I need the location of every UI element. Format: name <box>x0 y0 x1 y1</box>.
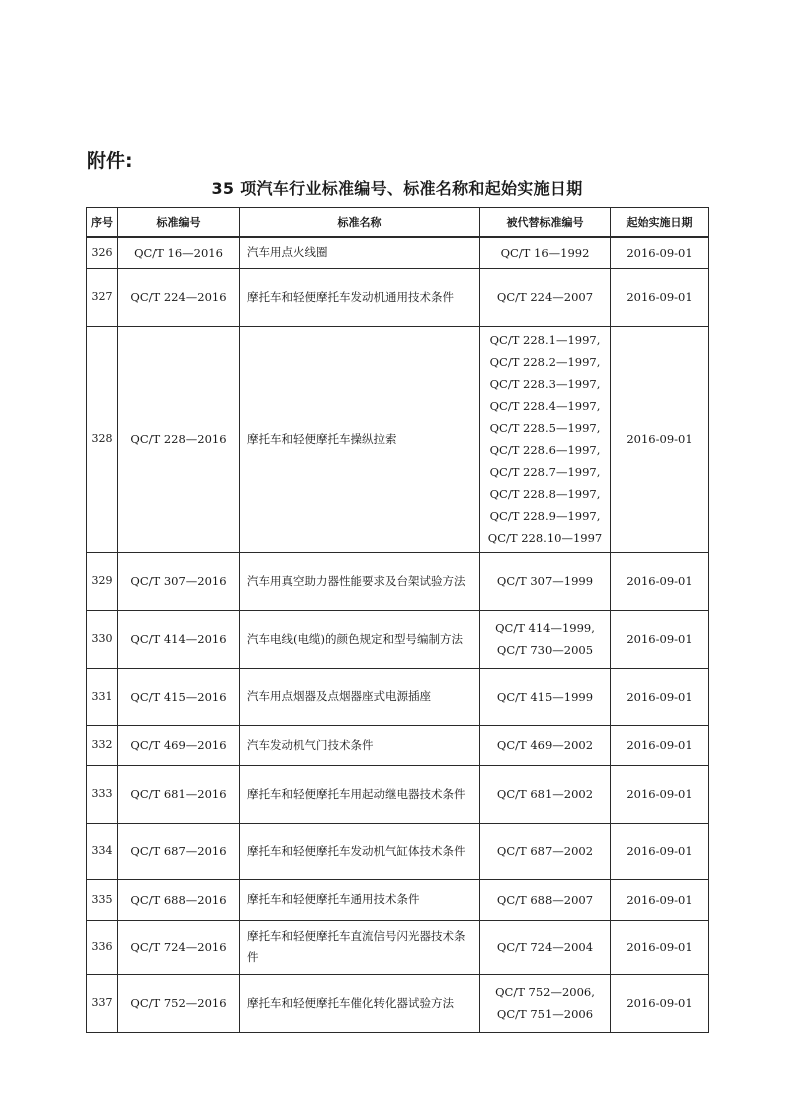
replaced-std-no: QC/T 415—1999 <box>496 689 594 704</box>
replaced-std-no: QC/T 688—2007 <box>496 892 594 907</box>
replaced-std-no: QC/T 16—1992 <box>500 245 590 260</box>
cell-start-date: 2016-09-01 <box>611 326 709 552</box>
cell-std-name: 汽车用真空助力器性能要求及台架试验方法 <box>240 552 480 610</box>
table-row <box>87 668 709 725</box>
cell-start-date: 2016-09-01 <box>611 610 709 668</box>
replaced-std-no: QC/T 228.7—1997, <box>489 465 601 479</box>
cell-replaced <box>480 268 611 326</box>
cell-start-date: 2016-09-01 <box>611 765 709 823</box>
replaced-std-no: QC/T 751—2006 <box>496 1007 594 1021</box>
cell-replaced <box>480 668 611 725</box>
table-row <box>87 552 709 610</box>
cell-start-date: 2016-09-01 <box>611 552 709 610</box>
cell-seq: 328 <box>87 326 118 552</box>
cell-seq: 335 <box>87 879 118 920</box>
cell-replaced <box>480 765 611 823</box>
cell-std-name: 摩托车和轻便摩托车通用技术条件 <box>240 879 480 920</box>
table-row <box>87 765 709 823</box>
cell-std-name: 汽车用点火线圈 <box>240 237 480 268</box>
cell-std-no: QC/T 688—2016 <box>118 879 240 920</box>
cell-replaced <box>480 552 611 610</box>
cell-start-date: 2016-09-01 <box>611 823 709 879</box>
cell-std-no: QC/T 469—2016 <box>118 725 240 765</box>
cell-std-name: 汽车电线(电缆)的颜色规定和型号编制方法 <box>240 610 480 668</box>
cell-std-name: 汽车用点烟器及点烟器座式电源插座 <box>240 668 480 725</box>
cell-std-name: 摩托车和轻便摩托车用起动继电器技术条件 <box>240 765 480 823</box>
header-replaced: 被代替标准编号 <box>480 208 611 238</box>
attachment-label: 附件: <box>87 150 133 172</box>
cell-start-date: 2016-09-01 <box>611 879 709 920</box>
header-start-date: 起始实施日期 <box>611 208 709 238</box>
cell-replaced <box>480 823 611 879</box>
cell-std-name: 摩托车和轻便摩托车操纵拉索 <box>240 326 480 552</box>
cell-replaced <box>480 326 611 552</box>
replaced-std-no: QC/T 228.1—1997, <box>489 333 601 347</box>
replaced-std-no: QC/T 228.5—1997, <box>489 421 601 435</box>
cell-seq: 336 <box>87 920 118 974</box>
replaced-std-no: QC/T 228.9—1997, <box>489 509 601 523</box>
header-std-name: 标准名称 <box>240 208 480 238</box>
cell-seq: 330 <box>87 610 118 668</box>
cell-replaced <box>480 879 611 920</box>
cell-seq: 329 <box>87 552 118 610</box>
replaced-std-no: QC/T 681—2002 <box>496 787 594 801</box>
table-row <box>87 326 709 552</box>
table-row <box>87 974 709 1032</box>
replaced-std-no: QC/T 228.4—1997, <box>489 399 601 413</box>
cell-std-name: 摩托车和轻便摩托车直流信号闪光器技术条件 <box>240 920 480 974</box>
cell-replaced <box>480 237 611 268</box>
cell-seq: 327 <box>87 268 118 326</box>
standards-table <box>86 207 709 1033</box>
replaced-std-no: QC/T 228.3—1997, <box>489 377 601 391</box>
replaced-std-no: QC/T 228.10—1997 <box>487 531 603 545</box>
cell-start-date: 2016-09-01 <box>611 725 709 765</box>
cell-std-name: 摩托车和轻便摩托车发动机气缸体技术条件 <box>240 823 480 879</box>
cell-std-name: 汽车发动机气门技术条件 <box>240 725 480 765</box>
cell-std-name: 摩托车和轻便摩托车发动机通用技术条件 <box>240 268 480 326</box>
cell-replaced <box>480 725 611 765</box>
table-row <box>87 823 709 879</box>
cell-std-no: QC/T 724—2016 <box>118 920 240 974</box>
replaced-std-no: QC/T 228.2—1997, <box>489 355 601 369</box>
table-row <box>87 920 709 974</box>
cell-replaced <box>480 610 611 668</box>
cell-seq: 337 <box>87 974 118 1032</box>
cell-std-no: QC/T 687—2016 <box>118 823 240 879</box>
table-header-row <box>87 208 709 238</box>
document-title: 35 项汽车行业标准编号、标准名称和起始实施日期 <box>211 179 583 198</box>
cell-start-date: 2016-09-01 <box>611 920 709 974</box>
cell-std-no: QC/T 681—2016 <box>118 765 240 823</box>
replaced-std-no: QC/T 469—2002 <box>496 738 594 752</box>
replaced-std-no: QC/T 724—2004 <box>496 940 594 954</box>
replaced-std-no: QC/T 414—1999, <box>495 621 595 635</box>
table-row <box>87 268 709 326</box>
table-row <box>87 725 709 765</box>
cell-std-name: 摩托车和轻便摩托车催化转化器试验方法 <box>240 974 480 1032</box>
replaced-std-no: QC/T 224—2007 <box>496 290 594 304</box>
replaced-std-no: QC/T 228.8—1997, <box>489 487 601 501</box>
cell-replaced <box>480 920 611 974</box>
replaced-std-no: QC/T 307—1999 <box>496 574 594 588</box>
cell-std-no: QC/T 415—2016 <box>118 668 240 725</box>
cell-std-no: QC/T 16—2016 <box>118 237 240 268</box>
cell-start-date: 2016-09-01 <box>611 237 709 268</box>
header-seq: 序号 <box>87 208 118 238</box>
replaced-std-no: QC/T 687—2002 <box>496 844 594 858</box>
cell-seq: 334 <box>87 823 118 879</box>
cell-seq: 333 <box>87 765 118 823</box>
cell-seq: 332 <box>87 725 118 765</box>
cell-std-no: QC/T 307—2016 <box>118 552 240 610</box>
cell-start-date: 2016-09-01 <box>611 974 709 1032</box>
cell-std-no: QC/T 224—2016 <box>118 268 240 326</box>
table-row <box>87 237 709 268</box>
replaced-std-no: QC/T 730—2005 <box>496 643 594 657</box>
cell-std-no: QC/T 752—2016 <box>118 974 240 1032</box>
cell-std-no: QC/T 414—2016 <box>118 610 240 668</box>
table-row <box>87 610 709 668</box>
cell-seq: 331 <box>87 668 118 725</box>
table-body <box>87 237 709 1032</box>
replaced-std-no: QC/T 752—2006, <box>495 985 595 999</box>
cell-start-date: 2016-09-01 <box>611 268 709 326</box>
replaced-std-no: QC/T 228.6—1997, <box>489 443 601 457</box>
cell-start-date: 2016-09-01 <box>611 668 709 725</box>
header-std-no: 标准编号 <box>118 208 240 238</box>
table-row <box>87 879 709 920</box>
cell-seq: 326 <box>87 237 118 268</box>
cell-std-no: QC/T 228—2016 <box>118 326 240 552</box>
cell-replaced <box>480 974 611 1032</box>
